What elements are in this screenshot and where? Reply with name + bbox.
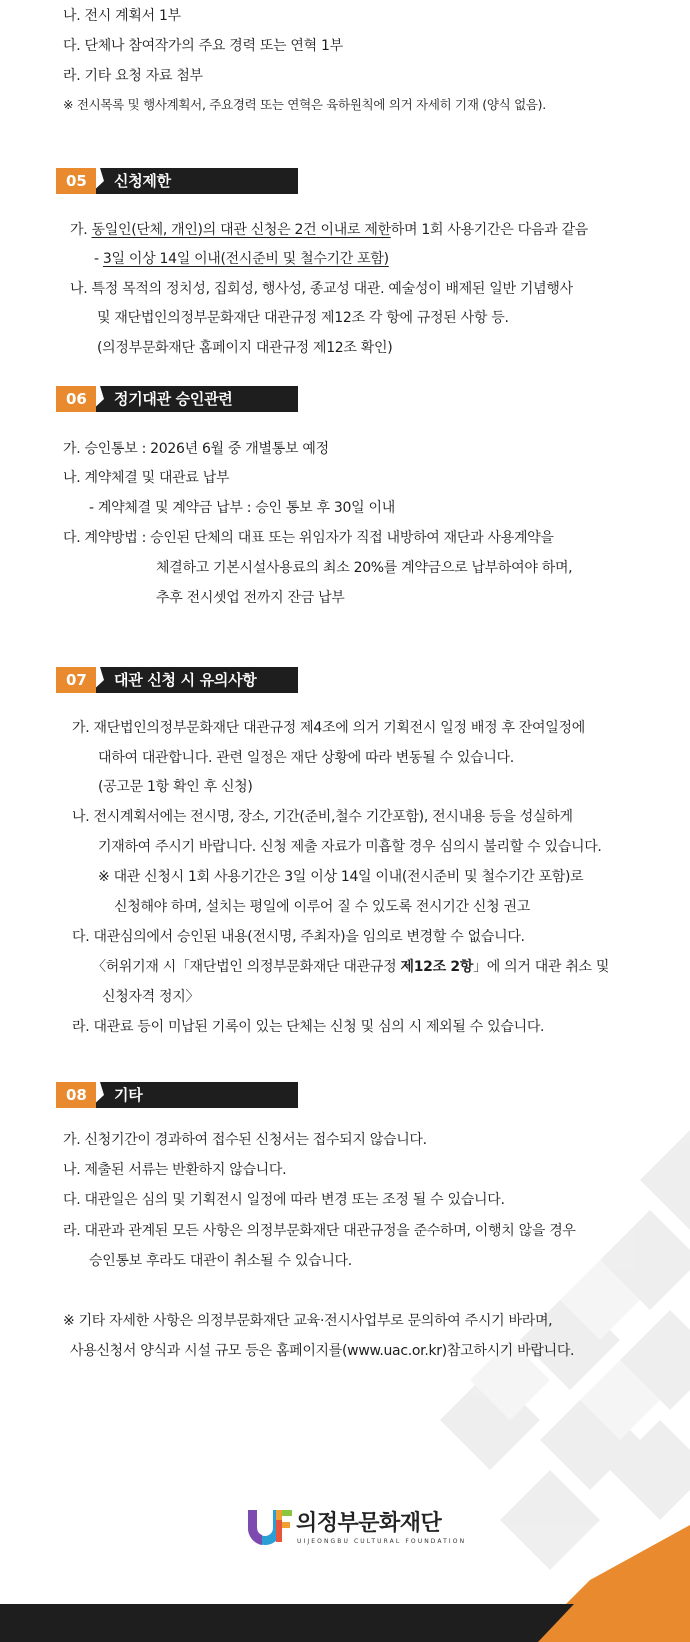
section-05-line: (의정부문화재단 홈페이지 대관규정 제12조 확인) <box>97 340 393 356</box>
section-title: 신청제한 <box>114 172 171 190</box>
section-08-line: 다. 대관일은 심의 및 기획전시 일정에 따라 변경 또는 조정 될 수 있습니다. <box>63 1192 505 1208</box>
bold-text: 제12조 2항 <box>400 959 474 975</box>
section-07-line: 신청해야 하며, 설치는 평일에 이루어 질 수 있도록 전시기간 신청 권고 <box>114 899 530 915</box>
logo-mark-icon <box>246 1506 294 1546</box>
section-05-line: - 3일 이상 14일 이내(전시준비 및 철수기간 포함) <box>94 251 389 267</box>
intro-note: ※ 전시목록 및 행사계획서, 주요경력 또는 연혁은 육하원칙에 의거 자세히 기재 (양식 없음). <box>63 97 546 112</box>
section-title: 정기대관 승인관련 <box>114 390 233 408</box>
section-number: 06 <box>56 386 96 412</box>
logo-english-name: UIJEONGBU CULTURAL FOUNDATION <box>297 1538 467 1545</box>
underlined-text: 3일 이상 14일 이내(전시준비 및 철수기간 포함) <box>102 251 389 267</box>
section-06-line: - 계약체결 및 계약금 납부 : 승인 통보 후 30일 이내 <box>89 500 395 516</box>
footer-dark-band <box>0 1604 574 1642</box>
intro-line: 다. 단체나 참여작가의 주요 경력 또는 연혁 1부 <box>63 38 343 54</box>
section-title: 대관 신청 시 유의사항 <box>114 671 257 689</box>
section-07-line: 신청자격 정지〉 <box>102 989 200 1005</box>
section-number: 05 <box>56 168 96 194</box>
closing-note: ※ 기타 자세한 사항은 의정부문화재단 교육·전시사업부로 문의하여 주시기 바라며, <box>63 1313 553 1329</box>
section-06-line: 나. 계약체결 및 대관료 납부 <box>63 470 230 486</box>
section-05-header <box>56 168 298 194</box>
section-08-line: 나. 제출된 서류는 반환하지 않습니다. <box>63 1162 287 1178</box>
section-08-line: 승인통보 후라도 대관이 취소될 수 있습니다. <box>89 1253 352 1269</box>
section-07-line: 다. 대관심의에서 승인된 내용(전시명, 주최자)을 임의로 변경할 수 없습니다. <box>72 929 525 945</box>
section-07-line: 라. 대관료 등이 미납된 기록이 있는 단체는 신청 및 심의 시 제외될 수 있습니다. <box>72 1019 545 1035</box>
foundation-logo <box>246 1506 467 1546</box>
section-05-line: 및 재단법인의정부문화재단 대관규정 제12조 각 항에 규정된 사항 등. <box>97 310 509 326</box>
section-08-header <box>56 1082 298 1108</box>
section-08-line: 라. 대관과 관계된 모든 사항은 의정부문화재단 대관규정을 준수하며, 이행치 않을 경우 <box>63 1223 576 1239</box>
section-07-line: 기재하여 주시기 바랍니다. 신청 제출 자료가 미흡할 경우 심의시 불리할 수 있습니다. <box>98 839 602 855</box>
underlined-text: 동일인(단체, 개인)의 대관 신청은 2건 이내로 제한 <box>91 222 391 238</box>
section-06-line: 다. 계약방법 : 승인된 단체의 대표 또는 위임자가 직접 내방하여 재단과 사용계약을 <box>63 530 554 546</box>
section-07-header <box>56 667 298 693</box>
section-07-line: (공고문 1항 확인 후 신청) <box>98 779 253 795</box>
intro-line: 라. 기타 요청 자료 첨부 <box>63 68 203 84</box>
section-05-line: 나. 특정 목적의 정치성, 집회성, 행사성, 종교성 대관. 예술성이 배제된 일반 기념행사 <box>70 281 573 297</box>
section-05-line: 가. 동일인(단체, 개인)의 대관 신청은 2건 이내로 제한하며 1회 사용기간은 다음과 같음 <box>70 222 588 238</box>
section-number: 08 <box>56 1082 96 1108</box>
section-06-header <box>56 386 298 412</box>
section-07-line: ※ 대관 신청시 1회 사용기간은 3일 이상 14일 이내(전시준비 및 철수기간 포함)로 <box>98 869 584 885</box>
closing-note: 사용신청서 양식과 시설 규모 등은 홈페이지를(www.uac.or.kr)참고하시기 바랍니다. <box>70 1343 575 1359</box>
section-07-line: 대하여 대관합니다. 관련 일정은 재단 상황에 따라 변동될 수 있습니다. <box>98 750 514 766</box>
section-06-line: 가. 승인통보 : 2026년 6월 중 개별통보 예정 <box>63 441 329 457</box>
section-title: 기타 <box>114 1086 143 1104</box>
section-07-line: 나. 전시계획서에는 전시명, 장소, 기간(준비,철수 기간포함), 전시내용 등을 성실하게 <box>72 809 573 825</box>
section-06-line: 체결하고 기본시설사용료의 최소 20%를 계약금으로 납부하여야 하며, <box>156 560 573 576</box>
intro-line: 나. 전시 계획서 1부 <box>63 8 181 24</box>
section-06-line: 추후 전시셋업 전까지 잔금 납부 <box>156 590 345 606</box>
section-08-line: 가. 신청기간이 경과하여 접수된 신청서는 접수되지 않습니다. <box>63 1132 427 1148</box>
section-07-line: 가. 재단법인의정부문화재단 대관규정 제4조에 의거 기획전시 일정 배정 후 잔여일정에 <box>72 720 585 736</box>
section-07-line: 〈허위기재 시「재단법인 의정부문화재단 대관규정 제12조 2항」에 의거 대관 취소 및 <box>92 959 610 975</box>
logo-name: 의정부문화재단 <box>296 1511 442 1536</box>
section-number: 07 <box>56 667 96 693</box>
